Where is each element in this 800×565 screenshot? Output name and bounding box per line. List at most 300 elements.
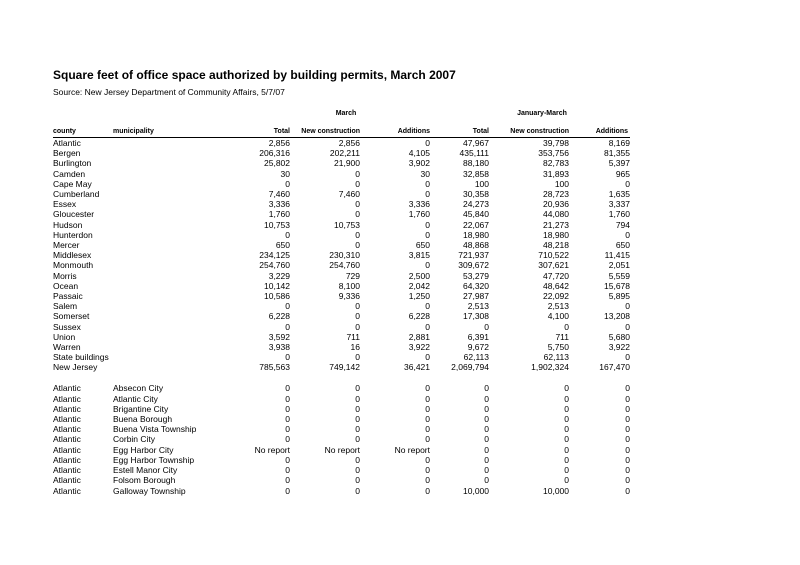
ytd-additions-cell: 3,337: [608, 199, 630, 210]
ytd-total-cell: 0: [484, 383, 489, 394]
county-cell: Atlantic: [53, 485, 81, 496]
ytd-total-cell: 53,279: [463, 270, 489, 281]
additions-cell: 0: [425, 260, 430, 271]
county-cell: Sussex: [53, 321, 81, 332]
county-row: [53, 158, 630, 168]
ytd-additions-cell: 1,760: [608, 209, 630, 220]
ytd-new-construction-cell: 48,642: [543, 280, 569, 291]
total-cell: No report: [254, 444, 290, 455]
new-construction-cell: 0: [355, 434, 360, 445]
new-construction-cell: 0: [355, 485, 360, 496]
county-cell: Essex: [53, 199, 77, 210]
county-cell: Atlantic: [53, 454, 81, 465]
municipality-cell: Estell Manor City: [113, 465, 178, 476]
total-cell: 650: [275, 240, 290, 251]
county-row: [53, 148, 630, 158]
municipality-row: [53, 445, 630, 455]
total-cell: 234,125: [259, 250, 290, 261]
county-row: [53, 260, 630, 270]
total-cell: 0: [285, 485, 290, 496]
municipality-cell: [113, 281, 228, 291]
total-cell: 2,856: [268, 138, 290, 148]
county-row: [53, 220, 630, 230]
county-cell: Atlantic: [53, 444, 81, 455]
new-construction-cell: 230,310: [329, 250, 360, 261]
total-cell: 1,760: [268, 209, 290, 220]
additions-cell: 0: [425, 321, 430, 332]
additions-cell: 2,881: [408, 331, 430, 342]
county-cell: Warren: [53, 342, 81, 353]
ytd-new-construction-cell: 0: [564, 393, 569, 404]
county-cell: Burlington: [53, 158, 92, 169]
additions-cell: 4,105: [408, 148, 430, 159]
total-cell: 3,938: [268, 342, 290, 353]
municipality-cell: Buena Vista Township: [113, 424, 197, 435]
additions-cell: 0: [425, 454, 430, 465]
municipality-cell: [113, 209, 228, 219]
total-cell: 0: [285, 178, 290, 189]
ytd-new-construction-cell: 0: [564, 465, 569, 476]
ytd-new-construction-cell: 21,273: [543, 219, 569, 230]
new-construction-cell: No report: [324, 444, 360, 455]
county-row: [53, 271, 630, 281]
county-cell: Ocean: [53, 280, 79, 291]
ytd-new-construction-cell: 353,756: [538, 148, 569, 159]
new-construction-cell: 0: [355, 424, 360, 435]
ytd-new-construction-cell: 5,750: [547, 342, 569, 353]
ytd-new-construction-cell: 0: [564, 321, 569, 332]
ytd-additions-cell: 5,397: [608, 158, 630, 169]
county-row: [53, 250, 630, 260]
ytd-additions-cell: 0: [625, 321, 630, 332]
ytd-additions-cell: 3,922: [608, 342, 630, 353]
municipality-row: [53, 424, 630, 434]
column-header-ytd-additions: Additions: [595, 128, 628, 135]
municipality-cell: [113, 169, 228, 179]
municipality-row: [53, 486, 630, 496]
ytd-new-construction-cell: 62,113: [543, 352, 569, 363]
ytd-additions-cell: 0: [625, 414, 630, 425]
municipality-cell: [113, 220, 228, 230]
ytd-new-construction-cell: 0: [564, 424, 569, 435]
ytd-additions-cell: 15,678: [604, 280, 630, 291]
ytd-new-construction-cell: 20,936: [543, 199, 569, 210]
new-construction-cell: 7,460: [338, 189, 360, 200]
ytd-additions-cell: 0: [625, 352, 630, 363]
ytd-additions-cell: 0: [625, 424, 630, 435]
new-construction-cell: 0: [355, 403, 360, 414]
total-cell: 0: [285, 414, 290, 425]
ytd-new-construction-cell: 44,080: [543, 209, 569, 220]
municipality-cell: [113, 179, 228, 189]
county-row: [53, 209, 630, 219]
column-header-total: Total: [273, 128, 290, 135]
additions-cell: 0: [425, 219, 430, 230]
county-cell: Middlesex: [53, 250, 92, 261]
new-construction-cell: 0: [355, 475, 360, 486]
new-construction-cell: 9,336: [338, 291, 360, 302]
total-cell: 3,592: [268, 331, 290, 342]
ytd-total-cell: 0: [484, 454, 489, 465]
county-cell: Bergen: [53, 148, 81, 159]
county-cell: Gloucester: [53, 209, 95, 220]
ytd-additions-cell: 794: [615, 219, 630, 230]
total-cell: 6,228: [268, 311, 290, 322]
ytd-additions-cell: 5,895: [608, 291, 630, 302]
county-cell: Atlantic: [53, 434, 81, 445]
municipality-cell: Brigantine City: [113, 403, 169, 414]
additions-cell: 0: [425, 465, 430, 476]
total-cell: 0: [285, 454, 290, 465]
county-row: [53, 291, 630, 301]
column-header-ytd-total: Total: [472, 128, 489, 135]
ytd-additions-cell: 965: [615, 168, 630, 179]
ytd-new-construction-cell: 0: [564, 454, 569, 465]
new-construction-cell: 0: [355, 229, 360, 240]
new-construction-cell: 0: [355, 178, 360, 189]
municipality-cell: [113, 271, 228, 281]
ytd-total-cell: 32,858: [463, 168, 489, 179]
ytd-new-construction-cell: 307,621: [538, 260, 569, 271]
county-cell: Atlantic: [53, 393, 81, 404]
additions-cell: 0: [425, 393, 430, 404]
municipality-row: [53, 475, 630, 485]
additions-cell: 0: [425, 138, 430, 148]
ytd-new-construction-cell: 0: [564, 414, 569, 425]
additions-cell: 1,760: [408, 209, 430, 220]
county-row: [53, 332, 630, 342]
new-construction-cell: 0: [355, 240, 360, 251]
county-row: [53, 352, 630, 362]
county-row: [53, 281, 630, 291]
column-header-ytd-new-construction: New construction: [510, 128, 569, 135]
municipality-cell: Buena Borough: [113, 414, 173, 425]
additions-cell: 3,815: [408, 250, 430, 261]
municipality-cell: [113, 301, 228, 311]
municipality-cell: [113, 342, 228, 352]
county-cell: Atlantic: [53, 424, 81, 435]
total-cell: 0: [285, 393, 290, 404]
county-cell: Atlantic: [53, 138, 81, 148]
additions-cell: No report: [394, 444, 430, 455]
ytd-total-cell: 30,358: [463, 189, 489, 200]
county-cell: Atlantic: [53, 414, 81, 425]
ytd-new-construction-cell: 22,092: [543, 291, 569, 302]
ytd-total-cell: 47,967: [463, 138, 489, 148]
additions-cell: 0: [425, 189, 430, 200]
ytd-total-cell: 0: [484, 321, 489, 332]
ytd-total-cell: 18,980: [463, 229, 489, 240]
ytd-new-construction-cell: 47,720: [543, 270, 569, 281]
additions-cell: 3,336: [408, 199, 430, 210]
additions-cell: 0: [425, 301, 430, 312]
ytd-total-cell: 9,672: [467, 342, 489, 353]
ytd-new-construction-cell: 2,513: [547, 301, 569, 312]
ytd-additions-cell: 167,470: [599, 362, 630, 373]
additions-cell: 0: [425, 403, 430, 414]
spacer-cell: [53, 373, 630, 384]
additions-cell: 30: [420, 168, 430, 179]
county-row: [53, 230, 630, 240]
new-construction-cell: 749,142: [329, 362, 360, 373]
ytd-additions-cell: 0: [625, 393, 630, 404]
ytd-additions-cell: 0: [625, 229, 630, 240]
ytd-total-cell: 721,937: [458, 250, 489, 261]
total-cell: 0: [285, 321, 290, 332]
municipality-cell: [113, 189, 228, 199]
ytd-additions-cell: 0: [625, 178, 630, 189]
ytd-total-cell: 0: [484, 403, 489, 414]
new-construction-cell: 21,900: [334, 158, 360, 169]
new-construction-cell: 0: [355, 383, 360, 394]
ytd-total-cell: 100: [474, 178, 489, 189]
county-cell: Hudson: [53, 219, 83, 230]
municipality-cell: Egg Harbor Township: [113, 454, 195, 465]
county-row: [53, 189, 630, 199]
additions-cell: 1,250: [408, 291, 430, 302]
county-row: [53, 301, 630, 311]
ytd-new-construction-cell: 10,000: [543, 485, 569, 496]
ytd-additions-cell: 2,051: [608, 260, 630, 271]
municipality-cell: [113, 352, 228, 362]
ytd-total-cell: 17,308: [463, 311, 489, 322]
ytd-new-construction-cell: 4,100: [547, 311, 569, 322]
ytd-total-cell: 10,000: [463, 485, 489, 496]
ytd-total-cell: 0: [484, 434, 489, 445]
additions-cell: 0: [425, 424, 430, 435]
new-construction-cell: 0: [355, 414, 360, 425]
new-construction-cell: 0: [355, 454, 360, 465]
municipality-row: [53, 455, 630, 465]
new-construction-cell: 0: [355, 301, 360, 312]
county-cell: New Jersey: [53, 362, 98, 373]
municipality-cell: [113, 230, 228, 240]
municipality-cell: [113, 260, 228, 270]
new-construction-cell: 8,100: [338, 280, 360, 291]
total-cell: 0: [285, 229, 290, 240]
county-cell: Somerset: [53, 311, 90, 322]
additions-cell: 0: [425, 414, 430, 425]
new-construction-cell: 202,211: [329, 148, 360, 159]
ytd-new-construction-cell: 1,902,324: [531, 362, 569, 373]
municipality-row: [53, 465, 630, 475]
new-construction-cell: 0: [355, 168, 360, 179]
county-row: [53, 362, 630, 372]
ytd-total-cell: 48,868: [463, 240, 489, 251]
ytd-total-cell: 309,672: [458, 260, 489, 271]
county-row: [53, 169, 630, 179]
county-cell: Atlantic: [53, 403, 81, 414]
total-cell: 0: [285, 434, 290, 445]
ytd-additions-cell: 8,169: [608, 138, 630, 148]
ytd-additions-cell: 1,635: [608, 189, 630, 200]
additions-cell: 0: [425, 485, 430, 496]
additions-cell: 2,500: [408, 270, 430, 281]
municipality-row: [53, 404, 630, 414]
additions-cell: 0: [425, 434, 430, 445]
county-row: [53, 240, 630, 250]
ytd-new-construction-cell: 100: [554, 178, 569, 189]
new-construction-cell: 0: [355, 321, 360, 332]
ytd-new-construction-cell: 39,798: [543, 138, 569, 148]
ytd-additions-cell: 0: [625, 403, 630, 414]
additions-cell: 0: [425, 475, 430, 486]
ytd-additions-cell: 0: [625, 444, 630, 455]
additions-cell: 36,421: [404, 362, 430, 373]
total-cell: 7,460: [268, 189, 290, 200]
ytd-total-cell: 22,067: [463, 219, 489, 230]
municipality-cell: Folsom Borough: [113, 475, 176, 486]
additions-cell: 0: [425, 383, 430, 394]
municipality-cell: [113, 158, 228, 168]
municipality-cell: [113, 291, 228, 301]
total-cell: 3,229: [268, 270, 290, 281]
county-row: [53, 311, 630, 321]
column-header-county: county: [53, 128, 76, 135]
additions-cell: 0: [425, 229, 430, 240]
ytd-new-construction-cell: 28,723: [543, 189, 569, 200]
new-construction-cell: 254,760: [329, 260, 360, 271]
municipality-row: [53, 383, 630, 393]
ytd-total-cell: 0: [484, 414, 489, 425]
ytd-total-cell: 0: [484, 465, 489, 476]
county-cell: Camden: [53, 168, 86, 179]
ytd-total-cell: 24,273: [463, 199, 489, 210]
county-row: [53, 322, 630, 332]
county-cell: Atlantic: [53, 475, 81, 486]
ytd-new-construction-cell: 18,980: [543, 229, 569, 240]
ytd-new-construction-cell: 711: [555, 331, 569, 342]
ytd-additions-cell: 5,680: [608, 331, 630, 342]
ytd-new-construction-cell: 710,522: [538, 250, 569, 261]
ytd-additions-cell: 0: [625, 485, 630, 496]
additions-cell: 3,902: [408, 158, 430, 169]
county-cell: Cape May: [53, 178, 92, 189]
county-cell: Cumberland: [53, 189, 100, 200]
ytd-total-cell: 0: [484, 475, 489, 486]
new-construction-cell: 0: [355, 352, 360, 363]
source-note: Source: New Jersey Department of Community Affairs, 5/7/07: [53, 87, 285, 97]
total-cell: 0: [285, 424, 290, 435]
ytd-new-construction-cell: 48,218: [543, 240, 569, 251]
total-cell: 10,142: [264, 280, 290, 291]
county-cell: Atlantic: [53, 383, 81, 394]
total-cell: 0: [285, 465, 290, 476]
municipality-cell: Galloway Township: [113, 485, 186, 496]
ytd-total-cell: 88,180: [463, 158, 489, 169]
municipality-cell: [113, 199, 228, 209]
municipality-cell: [113, 362, 228, 372]
new-construction-cell: 0: [355, 393, 360, 404]
municipality-cell: [113, 332, 228, 342]
total-cell: 0: [285, 475, 290, 486]
municipality-cell: Atlantic City: [113, 393, 158, 404]
additions-cell: 2,042: [408, 280, 430, 291]
ytd-new-construction-cell: 0: [564, 434, 569, 445]
new-construction-cell: 10,753: [334, 219, 360, 230]
table-body: [53, 138, 630, 496]
section-spacer: [53, 373, 630, 384]
new-construction-cell: 0: [355, 311, 360, 322]
total-cell: 0: [285, 383, 290, 394]
county-cell: Mercer: [53, 240, 80, 251]
county-row: [53, 342, 630, 352]
new-construction-cell: 16: [350, 342, 360, 353]
ytd-total-cell: 6,391: [467, 331, 489, 342]
group-header-march: March: [335, 110, 357, 117]
ytd-additions-cell: 0: [625, 434, 630, 445]
ytd-new-construction-cell: 82,783: [543, 158, 569, 169]
additions-cell: 650: [415, 240, 430, 251]
total-cell: 10,753: [264, 219, 290, 230]
municipality-cell: Corbin City: [113, 434, 156, 445]
page-title: Square feet of office space authorized by building permits, March 2007: [53, 68, 456, 82]
new-construction-cell: 0: [355, 199, 360, 210]
total-cell: 0: [285, 301, 290, 312]
additions-cell: 6,228: [408, 311, 430, 322]
ytd-additions-cell: 81,355: [604, 148, 630, 159]
ytd-total-cell: 64,320: [463, 280, 489, 291]
ytd-new-construction-cell: 0: [564, 475, 569, 486]
municipality-row: [53, 434, 630, 444]
ytd-additions-cell: 0: [625, 383, 630, 394]
county-cell: Union: [53, 331, 76, 342]
ytd-total-cell: 0: [484, 424, 489, 435]
total-cell: 0: [285, 403, 290, 414]
county-cell: Monmouth: [53, 260, 94, 271]
total-cell: 785,563: [259, 362, 290, 373]
county-row: [53, 138, 630, 148]
new-construction-cell: 2,856: [338, 138, 360, 148]
ytd-total-cell: 435,111: [459, 148, 489, 159]
ytd-additions-cell: 0: [625, 454, 630, 465]
municipality-cell: [113, 148, 228, 158]
additions-cell: 3,922: [408, 342, 430, 353]
county-cell: Atlantic: [53, 465, 81, 476]
municipality-cell: [113, 250, 228, 260]
ytd-total-cell: 2,069,794: [451, 362, 489, 373]
total-cell: 3,336: [268, 199, 290, 210]
municipality-cell: Egg Harbor City: [113, 444, 174, 455]
ytd-total-cell: 2,513: [467, 301, 489, 312]
ytd-total-cell: 0: [484, 393, 489, 404]
ytd-total-cell: 27,987: [463, 291, 489, 302]
county-cell: Morris: [53, 270, 77, 281]
ytd-additions-cell: 11,415: [604, 250, 630, 261]
county-cell: Salem: [53, 301, 78, 312]
new-construction-cell: 729: [345, 270, 360, 281]
ytd-additions-cell: 0: [625, 301, 630, 312]
ytd-additions-cell: 0: [625, 465, 630, 476]
permits-table: [53, 138, 630, 496]
municipality-cell: [113, 311, 228, 321]
total-cell: 206,316: [259, 148, 290, 159]
municipality-cell: Absecon City: [113, 383, 164, 394]
municipality-cell: [113, 138, 228, 148]
total-cell: 254,760: [259, 260, 290, 271]
column-header-municipality: municipality: [113, 128, 154, 135]
total-cell: 30: [280, 168, 290, 179]
municipality-row: [53, 394, 630, 404]
municipality-cell: [113, 240, 228, 250]
column-header-additions: Additions: [397, 128, 430, 135]
county-row: [53, 179, 630, 189]
county-cell: State buildings: [53, 352, 109, 363]
ytd-additions-cell: 5,559: [608, 270, 630, 281]
municipality-row: [53, 414, 630, 424]
ytd-new-construction-cell: 0: [564, 403, 569, 414]
ytd-total-cell: 62,113: [463, 352, 489, 363]
